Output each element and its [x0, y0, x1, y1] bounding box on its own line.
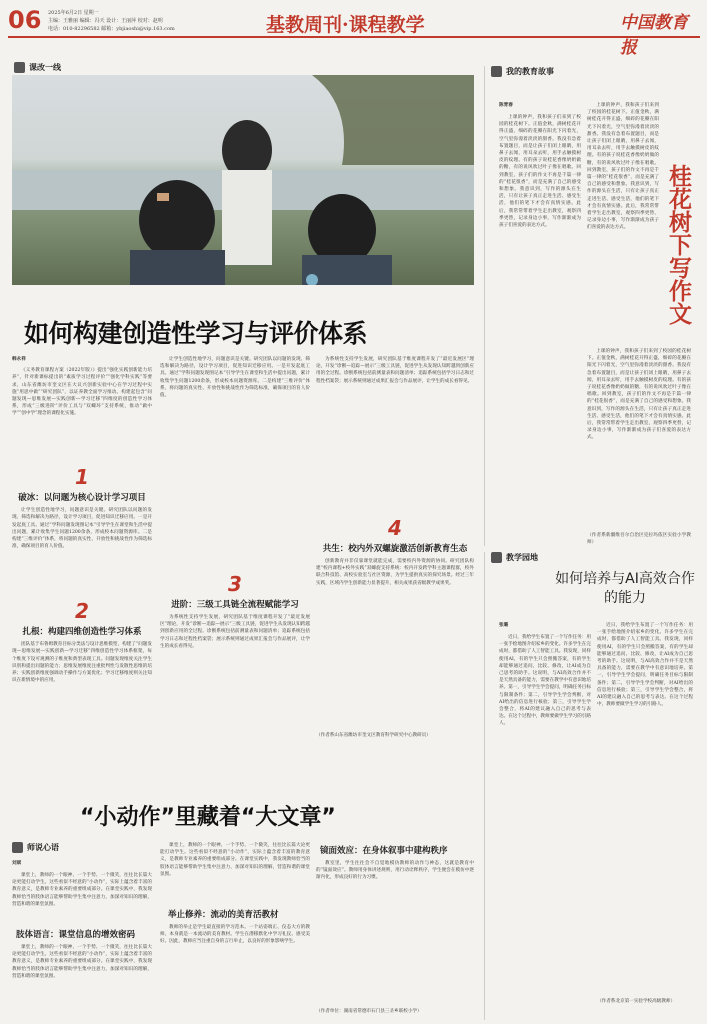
story-author: 陈青春	[499, 103, 513, 108]
pen-icon	[12, 842, 23, 853]
issue-date: 2025年6月2日 星期一	[48, 10, 99, 16]
feature-outro: （作者单位：湖南省常德市石门县三圣乡联校小学）	[316, 1009, 422, 1014]
garden-outro: （作者系北京第一实验学校高级教师）	[597, 999, 676, 1004]
lead-outro: （作者系山东省潍坊市奎文区教育科学研究中心教研员）	[316, 733, 431, 738]
section-title-4: 共生：校内外双螺旋激活创新教育生态	[322, 544, 468, 554]
newspaper-logo: 中国教育报	[620, 13, 688, 58]
plant-icon	[491, 552, 502, 563]
teaching-garden	[484, 552, 700, 1020]
column-tag-feature: 师说心语	[12, 842, 59, 853]
section-title-2: 扎根：构建四维创造性学习体系	[22, 627, 142, 638]
garden-author: 张璐	[499, 623, 509, 628]
column-tag-garden: 教学园地	[491, 552, 700, 563]
editor-credits: 主编：王雅丽 编辑：冯天 设计：王丽萍 校对：赵明	[48, 18, 163, 24]
section-body-1-cont: 让学生创造性地学习，问题意识是关键。研究团队以问题的发现、筛选和解决为路径，设计学习项目，促进知识迁移应用。一是开发起底工具。通过“学科问题发现图记本“引导学生在课堂和生活中提出问题，累计收集学生问题1200余条，形成校本问题资源库。二是构建“三维评价”体系，将问题的真实性、开放性和挑战性作为筛选标准，确保项目的育人价值。	[160, 357, 310, 399]
section-number-1: 1	[75, 465, 89, 490]
garden-headline: 如何培养与AI高效合作的能力	[555, 571, 695, 606]
page-header	[8, 6, 700, 58]
section-title: 基教周刊·课程教学	[266, 14, 425, 36]
story-body-col3: 上课的钟声，我和孩子们来到了校园的桂花树下。正值金秋，满树桂花开得正盛，细碎的花瓣在阳光下闪着光，空气里弥漫着淡淡的甜香。我没有急着布置题目，而是让孩子们闭上眼睛，用鼻子去闻，用耳朵去听，用手去触摸树皮的纹理。有的孩子说桂花香像奶奶做的糖，有的说风吹过叶子像在唱歌。回到教室，孩子们的作文不再是千篇一律的“桂花很香”，而是充满了自己的感受和想象。我意识到，写作的源头在生活，只有让孩子真正走进生活、感受生活，他们的笔下才会有真情实感。此后，我常常带着学生走出教室，观察四季更替，记录身边小事，写作渐渐成为孩子们喜爱的表达方式。	[587, 349, 691, 441]
story-outro: （作者系新疆维吾尔自治区克拉玛依区实验小学教师）	[587, 533, 691, 546]
contact-info: 电话：010-82296582 邮箱：ybjiaoshi@vip.163.com	[48, 26, 175, 32]
story-vertical-title: 桂花树下写作文	[665, 164, 692, 325]
lead-headline: 如何构建创造性学习与评价体系	[24, 319, 368, 348]
column-tag-lead: 课改一线	[14, 62, 61, 73]
feature-headline: “小动作”里藏着“大文章”	[80, 805, 336, 830]
section-title-1: 破冰：以问题为核心设计学习项目	[18, 493, 146, 504]
lead-column-3	[316, 356, 474, 786]
feature-subhead-1: 肢体语言：课堂信息的增效密码	[16, 930, 136, 940]
garden-body-col1: 近日，我给学生布置了一个写作任务：用一张手绘地图介绍家乡的变化。许多学生在完成时，都借助了人工智能工具。我发现，同样使用AI，有的学生只会照搬答案，有的学生却能够通过追问、比较、修改，让AI成为自己思考的助手。这说明，与AI高效合作并不是天然具备的能力，需要在教学中有意识地培养。第一，引导学生学会提问，明确任务目标与限制条件；第二，引导学生学会判断，对AI给出的信息进行核验；第三，引导学生学会整合，将AI的建议融入自己的思考与表达。在这个过程中，教师要做学生学习的引路人。	[499, 635, 591, 727]
section-body-1: 让学生创造性地学习，问题意识是关键。研究团队以问题的发现、筛选和解决为路径，设计学习项目，促进知识迁移应用。一是开发起底工具。通过“学科问题发现图记本“引导学生在课堂和生活中提出问题，累计收集学生问题1200余条，形成校本问题资源库。二是构建“三维评价”体系，将问题的真实性、开放性和挑战性作为筛选标准，确保项目的育人价值。	[12, 508, 152, 550]
feature-body-3: 教室里，学生往往会不自觉地模仿教师的动作与神态，这就是教育中的“镜面效应”。教师用身体讲述规则，用行动诠释秩序，学生便会在模仿中逐渐内化，形成良好的行为习惯。	[316, 861, 474, 881]
section-body-3-cont: 为系统性支持学生发展，研究团队基于维度课程开发了“最近发展区”理论，开发“诊断—追踪—展示“三级工具链，促进学生从发现认知跨越到创新应用的全过程。诊断系统包括前测量表和问题清单；追踪系统包括学习日志和过程性档案袋；展示系统则通过成果汇报会与作品展评，让学生的成长看得见。	[316, 357, 474, 384]
section-title-3: 进阶：三级工具链全流程赋能学习	[171, 600, 299, 610]
book-icon	[491, 66, 502, 77]
column-tag-story: 我的教育故事	[491, 66, 700, 77]
section-number-4: 4	[388, 516, 402, 540]
students-photo-illustration	[12, 75, 474, 285]
story-body-col2: 上课的钟声，我和孩子们来到了校园的桂花树下。正值金秋，满树桂花开得正盛，细碎的花瓣在阳光下闪着光，空气里弥漫着淡淡的甜香。我没有急着布置题目，而是让孩子们闭上眼睛，用鼻子去闻，用耳朵去听，用手去触摸树皮的纹理。有的孩子说桂花香像奶奶做的糖，有的说风吹过叶子像在唱歌。回到教室，孩子们的作文不再是千篇一律的“桂花很香”，而是充满了自己的感受和想象。我意识到，写作的源头在生活，只有让孩子真正走进生活、感受生活，他们的笔下才会有真情实感。此后，我常常带着学生走出教室，观察四季更替，记录身边小事，写作渐渐成为孩子们喜爱的表达方式。	[587, 103, 659, 231]
feature-subhead-3: 镜面效应：在身体叙事中建构秩序	[320, 846, 448, 856]
section-body-2: 团队基于布鲁姆教育目标分类法与设计思维模型，构建了“问题发现—思维发展—实践创新—学习迁移”四维创造性学习体系框架，每个维度下设可观测的子维度和典型表现工具。问题发现维度关注学生识别和提出问题的能力；思维发展维度注重批判性与发散性思维的培养；实践创新维度强调动手操作与方案优化；学习迁移维度则关注知识在新情境中的应用。	[12, 642, 152, 684]
feature-subhead-2: 举止修养：流动的美育活教材	[168, 910, 279, 920]
section-body-3: 为系统性支持学生发展，研究团队基于维度课程开发了“最近发展区”理论，开发“诊断—追踪—展示“三级工具链，促进学生从发现认知跨越到创新应用的全过程。诊断系统包括前测量表和问题清单；追踪系统包括学习日志和过程性档案袋；展示系统则通过成果汇报会与作品展评，让学生的成长看得见。	[160, 615, 310, 649]
story-body-col1: 上课的钟声，我和孩子们来到了校园的桂花树下。正值金秋，满树桂花开得正盛，细碎的花瓣在阳光下闪着光，空气里弥漫着淡淡的甜香。我没有急着布置题目，而是让孩子们闭上眼睛，用鼻子去闻，用耳朵去听，用手去触摸树皮的纹理。有的孩子说桂花香像奶奶做的糖，有的说风吹过叶子像在唱歌。回到教室，孩子们的作文不再是千篇一律的“桂花很香”，而是充满了自己的感受和想象。我意识到，写作的源头在生活，只有让孩子真正走进生活、感受生活，他们的笔下才会有真情实感。此后，我常常带着学生走出教室，观察四季更替，记录身边小事，写作渐渐成为孩子们喜爱的表达方式。	[499, 115, 581, 229]
section-body-4: 创新教育并非仅靠课堂就能完成，需要校内外资源的协同。研究团队构建“校内课程+校外实践”双螺旋支持系统：校内开发跨学科主题课程群，校外联合科技馆、高校实验室与社区资源，为学生提供真实的探究场景。经过三年实践，区域内学生创新能力显著提升，相关成果获省级教学成果奖。	[316, 559, 474, 586]
feature-author: 刘斌	[12, 861, 22, 866]
feature-body-1b: 课堂上，教师的一个眼神、一个手势、一个微笑，往往比长篇大论更能打动学生。这些看似不经意的“小动作”，实际上蕴含着丰富的教育意义，是教师专业素养的重要组成部分。在课堂实践中，我发现教师恰当的肢体语言能够帮助学生集中注意力，加深对知识的理解，营造和谐的课堂氛围。	[12, 945, 152, 979]
side-story	[484, 66, 700, 546]
lead-author: 韩永祥	[12, 357, 26, 362]
garden-body-col2: 近日，我给学生布置了一个写作任务：用一张手绘地图介绍家乡的变化。许多学生在完成时，都借助了人工智能工具。我发现，同样使用AI，有的学生只会照搬答案，有的学生却能够通过追问、比较、修改，让AI成为自己思考的助手。这说明，与AI高效合作并不是天然具备的能力，需要在教学中有意识地培养。第一，引导学生学会提问，明确任务目标与限制条件；第二，引导学生学会判断，对AI给出的信息进行核验；第三，引导学生学会整合，将AI的建议融入自己的思考与表达。在这个过程中，教师要做学生学习的引路人。	[597, 623, 693, 708]
lead-intro: 《义务教育课程方案（2022年版）》提出“强化实践创新能力培养”，针对新课标提出的“素质学习过程评价”“强化学科实践”等要求，山东省潍坊市奎文区在大议兴创新实验中心在学习过程中实施“用思中做”“研究团队”，以证养教全面学习推动。构建起包含“问题发现—思维发展—实践创新—学习迁移”四维度的创造性学习体系，形成“三级进阶”评价工具与“双螺环”支持系统，推动“做中学”“创中学”理念的课程化实施。	[12, 368, 152, 417]
feature-body-2a: 课堂上，教师的一个眼神、一个手势、一个微笑，往往比长篇大论更能打动学生。这些看似不经意的“小动作”，实际上蕴含着丰富的教育意义，是教师专业素养的重要组成部分。在课堂实践中，我发现教师恰当的肢体语言能够帮助学生集中注意力，加深对知识的理解，营造和谐的课堂氛围。	[160, 843, 310, 877]
feature-body-2: 教师的举止是学生最直接的学习范本。一个站姿端正、仪态大方的教师，本身就是一本流动的美育教材。学生在潜移默化中学习礼仪、感受美好。因此，教师应当注重自身的言行举止，以良好的形象影响学生。	[160, 925, 310, 945]
brush-icon	[14, 62, 25, 73]
lead-column-1	[12, 356, 152, 786]
lead-photo	[12, 75, 474, 285]
page-number: 06	[8, 6, 42, 34]
section-number-3: 3	[228, 572, 242, 596]
feature-body-1: 课堂上，教师的一个眼神、一个手势、一个微笑，往往比长篇大论更能打动学生。这些看似不经意的“小动作”，实际上蕴含着丰富的教育意义，是教师专业素养的重要组成部分。在课堂实践中，我发现教师恰当的肢体语言能够帮助学生集中注意力，加深对知识的理解，营造和谐的课堂氛围。	[12, 873, 152, 907]
lead-column-2	[160, 356, 310, 786]
section-number-2: 2	[75, 599, 89, 624]
